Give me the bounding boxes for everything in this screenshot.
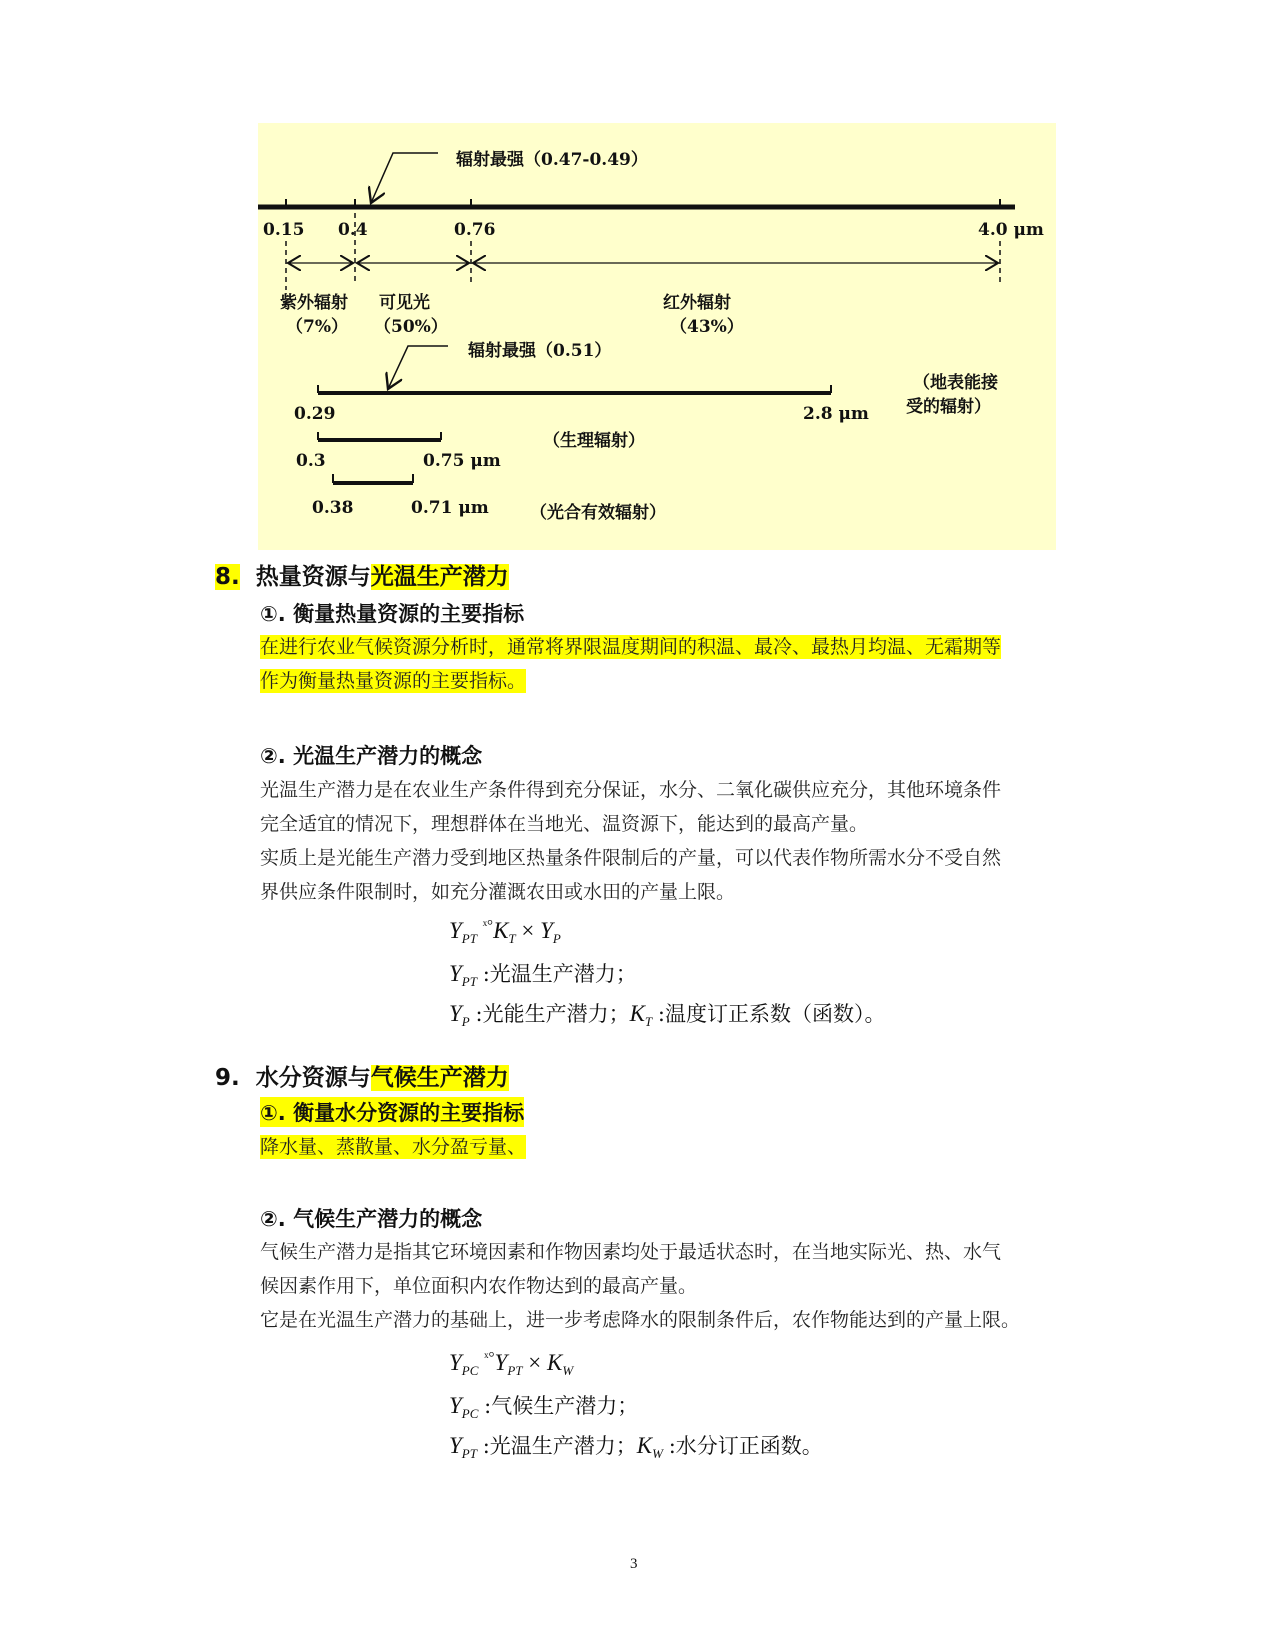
section-8-heading [215,558,509,591]
formula-description: :光能生产潜力； [475,1002,630,1026]
paragraph-line: 它是在光温生产潜力的基础上，进一步考虑降水的限制条件后，农作物能达到的产量上限。 [260,1309,1021,1331]
section-number: 8. [215,564,240,590]
formula-subscript: W [562,1363,574,1378]
formula-definition [449,958,637,990]
surface-peak-label: 辐射最强（0.51） [468,341,612,361]
formula-subscript: W [652,1446,663,1461]
formula-definition [449,1390,638,1422]
tick-label: 0.71 μm [411,498,489,518]
formula-subscript: PT [507,1363,523,1378]
formula-symbol: K [636,1433,653,1458]
formula-symbol: Y [449,1001,462,1026]
ir-percent: （43%） [670,317,744,337]
surface-peak-arrow [388,346,448,389]
formula-operator: × [515,918,541,943]
page-number: 3 [630,1556,638,1572]
formula-subscript: P [552,931,561,946]
subheading: ①. 衡量水分资源的主要指标 [260,1097,524,1127]
paragraph-line: 光温生产潜力是在农业生产条件得到充分保证，水分、二氧化碳供应充分，其他环境条件 [260,779,1002,801]
formula-operator: ˣ° [484,1350,495,1366]
tick-label: 4.0 μm [978,220,1044,240]
tick-label: 0.3 [296,451,326,471]
formula-definition [449,1430,823,1462]
radiation-spectrum-figure [258,123,1056,550]
tick-label: 0.29 [294,404,336,424]
tick-label: 0.76 [454,220,496,240]
formula-symbol: K [493,918,509,943]
peak-arrow [371,153,438,203]
paragraph-line: 降水量、蒸散量、水分盈亏量、 [260,1136,527,1158]
formula-symbol: Y [449,1433,462,1458]
formula-symbol: Y [449,1350,462,1375]
subheading: ②. 光温生产潜力的概念 [260,744,483,768]
paragraph [260,773,1120,909]
formula-symbol: Y [449,961,462,986]
formula [449,918,561,947]
spectrum-peak-label: 辐射最强（0.47-0.49） [456,150,648,170]
paragraph-line: 完全适宜的情况下，理想群体在当地光、温资源下，能达到的最高产量。 [260,813,869,835]
formula-description: :光温生产潜力； [482,1434,637,1458]
paragraph [260,1130,1120,1164]
formula-symbol: K [629,1001,645,1026]
tick-label: 2.8 μm [803,404,869,424]
section-title: 水分资源与 [255,1065,371,1091]
uv-label: 紫外辐射 [280,293,348,313]
formula-symbol: Y [449,918,462,943]
surface-note: 受的辐射） [906,397,991,417]
formula-symbol: K [546,1350,563,1375]
formula-subscript: PC [461,1406,479,1421]
formula-description: :气候生产潜力； [484,1394,639,1418]
formula-symbol: Y [540,918,553,943]
subheading: ①. 衡量热量资源的主要指标 [260,602,525,626]
formula-operator: × [522,1350,547,1375]
paragraph-line: 气候生产潜力是指其它环境因素和作物因素均处于最适状态时，在当地实际光、热、水气 [260,1241,1002,1263]
formula-description: :光温生产潜力； [482,962,637,986]
paragraph-line: 界供应条件限制时，如充分灌溉农田或水田的产量上限。 [260,881,736,903]
formula-definition [449,998,885,1030]
paragraph-line: 候因素作用下，单位面积内农作物达到的最高产量。 [260,1275,698,1297]
tick-label: 0.38 [312,498,354,518]
visible-label: 可见光 [379,293,430,313]
section-number: 9. [215,1065,240,1091]
section-title-highlight: 气候生产潜力 [370,1065,509,1091]
formula-subscript: PC [461,1363,479,1378]
formula-operator: ˣ° [482,918,494,934]
surface-note: （地表能接 [913,373,998,393]
visible-percent: （50%） [374,317,448,337]
formula-subscript: T [644,1014,653,1029]
paragraph-line: 在进行农业气候资源分析时，通常将界限温度期间的积温、最冷、最热月均温、无霜期等 [260,636,1002,658]
formula-description: :温度订正系数（函数）。 [657,1002,886,1026]
tick-label: 0.75 μm [423,451,501,471]
paragraph-line: 作为衡量热量资源的主要指标。 [260,670,527,692]
subheading: ②. 气候生产潜力的概念 [260,1207,483,1231]
section-9-heading [215,1059,509,1092]
par-label: （光合有效辐射） [530,503,666,523]
uv-percent: （7%） [286,317,348,337]
formula-symbol: Y [494,1350,508,1375]
tick-label: 0.15 [263,220,305,240]
formula-symbol: Y [449,1393,462,1418]
paragraph [260,630,1120,698]
formula-subscript: PT [461,931,477,946]
tick-label: 0.4 [338,220,368,240]
formula-subscript: PT [461,1446,477,1461]
formula [449,1350,573,1379]
section-title: 热量资源与 [255,564,371,590]
formula-subscript: P [461,1014,470,1029]
section-title-highlight: 光温生产潜力 [370,564,509,590]
paragraph [260,1235,1120,1337]
physiological-label: （生理辐射） [543,431,645,451]
formula-description: :水分订正函数。 [668,1434,823,1458]
formula-subscript: PT [461,974,477,989]
formula-subscript: T [508,931,516,946]
ir-label: 红外辐射 [663,293,731,313]
paragraph-line: 实质上是光能生产潜力受到地区热量条件限制后的产量，可以代表作物所需水分不受自然 [260,847,1002,869]
